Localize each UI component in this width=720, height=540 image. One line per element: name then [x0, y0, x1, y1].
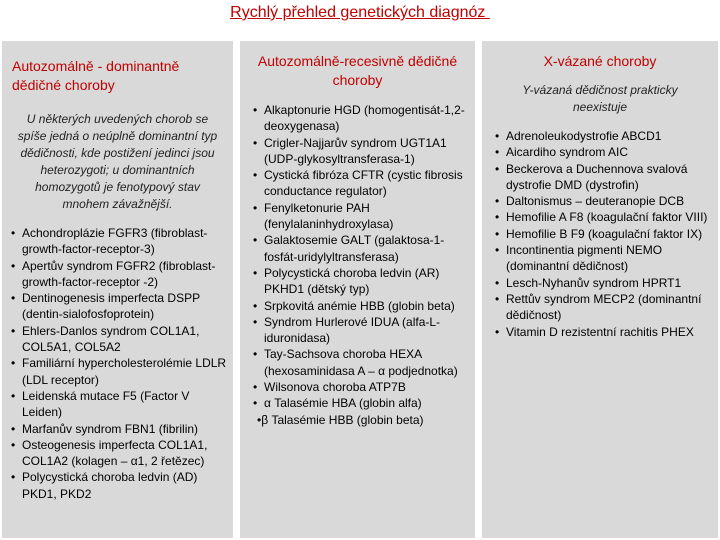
column-heading: Autozomálně-recesivně dědičné choroby	[257, 53, 458, 88]
page-title: Rychlý přehled genetických diagnóz	[230, 4, 490, 21]
list-item: • Tay-Sachsova choroba HEXA (hexosaminidasa A – α podjednotka)	[250, 346, 471, 379]
list-item: • Aicardiho syndrom AIC	[492, 144, 712, 160]
list-item: • Hemofilie B F9 (koagulační faktor IX)	[492, 226, 712, 242]
list-item: • Beckerova a Duchennova svalová dystrofie DMD (dystrofin)	[492, 161, 712, 194]
list-item: • Incontinentia pigmenti NEMO (dominantní dědičnost)	[492, 242, 712, 275]
list-item: • Polycystická choroba ledvin (AR) PKHD1 (dětský typ)	[250, 265, 471, 298]
list-item: • Hemofilie A F8 (koagulační faktor VIII)	[492, 209, 712, 225]
list-item: • Lesch-Nyhanův syndrom HPRT1	[492, 275, 712, 291]
list-item: • Rettův syndrom MECP2 (dominantní dědičnost)	[492, 291, 712, 324]
list-item: • Apertův syndrom FGFR2 (fibroblast-growth-factor-receptor -2)	[8, 258, 227, 291]
column-note: Y-vázaná dědičnost prakticky neexistuje	[522, 83, 678, 114]
disease-list	[240, 90, 475, 428]
column-heading: X-vázané choroby	[543, 53, 657, 69]
column-heading: Autozomálně - dominantně dědičné choroby	[12, 58, 180, 93]
disease-list	[482, 116, 718, 340]
list-item: • Achondroplázie FGFR3 (fibroblast-growth-factor-receptor-3)	[8, 225, 227, 258]
list-item: • Daltonismus – deuteranopie DCB	[492, 193, 712, 209]
list-item: • Familiární hypercholesterolémie LDLR (LDL receptor)	[8, 355, 227, 388]
list-item: •β Talasémie HBB (globin beta)	[257, 412, 424, 427]
list-item: • Crigler-Najjarův syndrom UGT1A1 (UDP-glykosyltransferasa-1)	[250, 135, 471, 168]
list-item: • Srpkovitá anémie HBB (globin beta)	[250, 298, 471, 314]
column-note: U některých uvedených chorob se spíše jedná o neúplně dominantní typ dědičnosti, kde postižení jedinci jsou heterozygoti; u dominantních homozygotů je fenotypový stav mnohem závažnější.	[17, 112, 218, 211]
list-item: • Osteogenesis imperfecta COL1A1, COL1A2 (kolagen – α1, 2 řetězec)	[8, 437, 227, 470]
list-item: • α Talasémie HBA (globin alfa)	[250, 395, 471, 411]
list-item: • Polycystická choroba ledvin (AD) PKD1, PKD2	[8, 469, 227, 502]
list-item: • Cystická fibróza CFTR (cystic fibrosis conductance regulator)	[250, 167, 471, 200]
list-item: • Syndrom Hurlerové IDUA (alfa-L-iduronidasa)	[250, 314, 471, 347]
list-item: • Adrenoleukodystrofie ABCD1	[492, 128, 712, 144]
column-autosomal-recessive	[240, 41, 475, 538]
column-x-linked	[482, 41, 718, 538]
column-autosomal-dominant	[2, 41, 233, 538]
disease-list	[2, 213, 233, 502]
list-item: • Leidenská mutace F5 (Factor V Leiden)	[8, 388, 227, 421]
list-item: • Vitamin D rezistentní rachitis PHEX	[492, 324, 712, 340]
list-item: • Alkaptonurie HGD (homogentisát-1,2-deoxygenasa)	[250, 102, 471, 135]
list-item: • Ehlers-Danlos syndrom COL1A1, COL5A1, COL5A2	[8, 323, 227, 356]
list-item: • Wilsonova choroba ATP7B	[250, 379, 471, 395]
list-item: • Fenylketonurie PAH (fenylalaninhydroxylasa)	[250, 200, 471, 233]
list-item: • Galaktosemie GALT (galaktosa-1-fosfát-uridylyltransferasa)	[250, 232, 471, 265]
list-item: • Marfanův syndrom FBN1 (fibrilin)	[8, 421, 227, 437]
list-item: • Dentinogenesis imperfecta DSPP (dentin-sialofosfoprotein)	[8, 290, 227, 323]
